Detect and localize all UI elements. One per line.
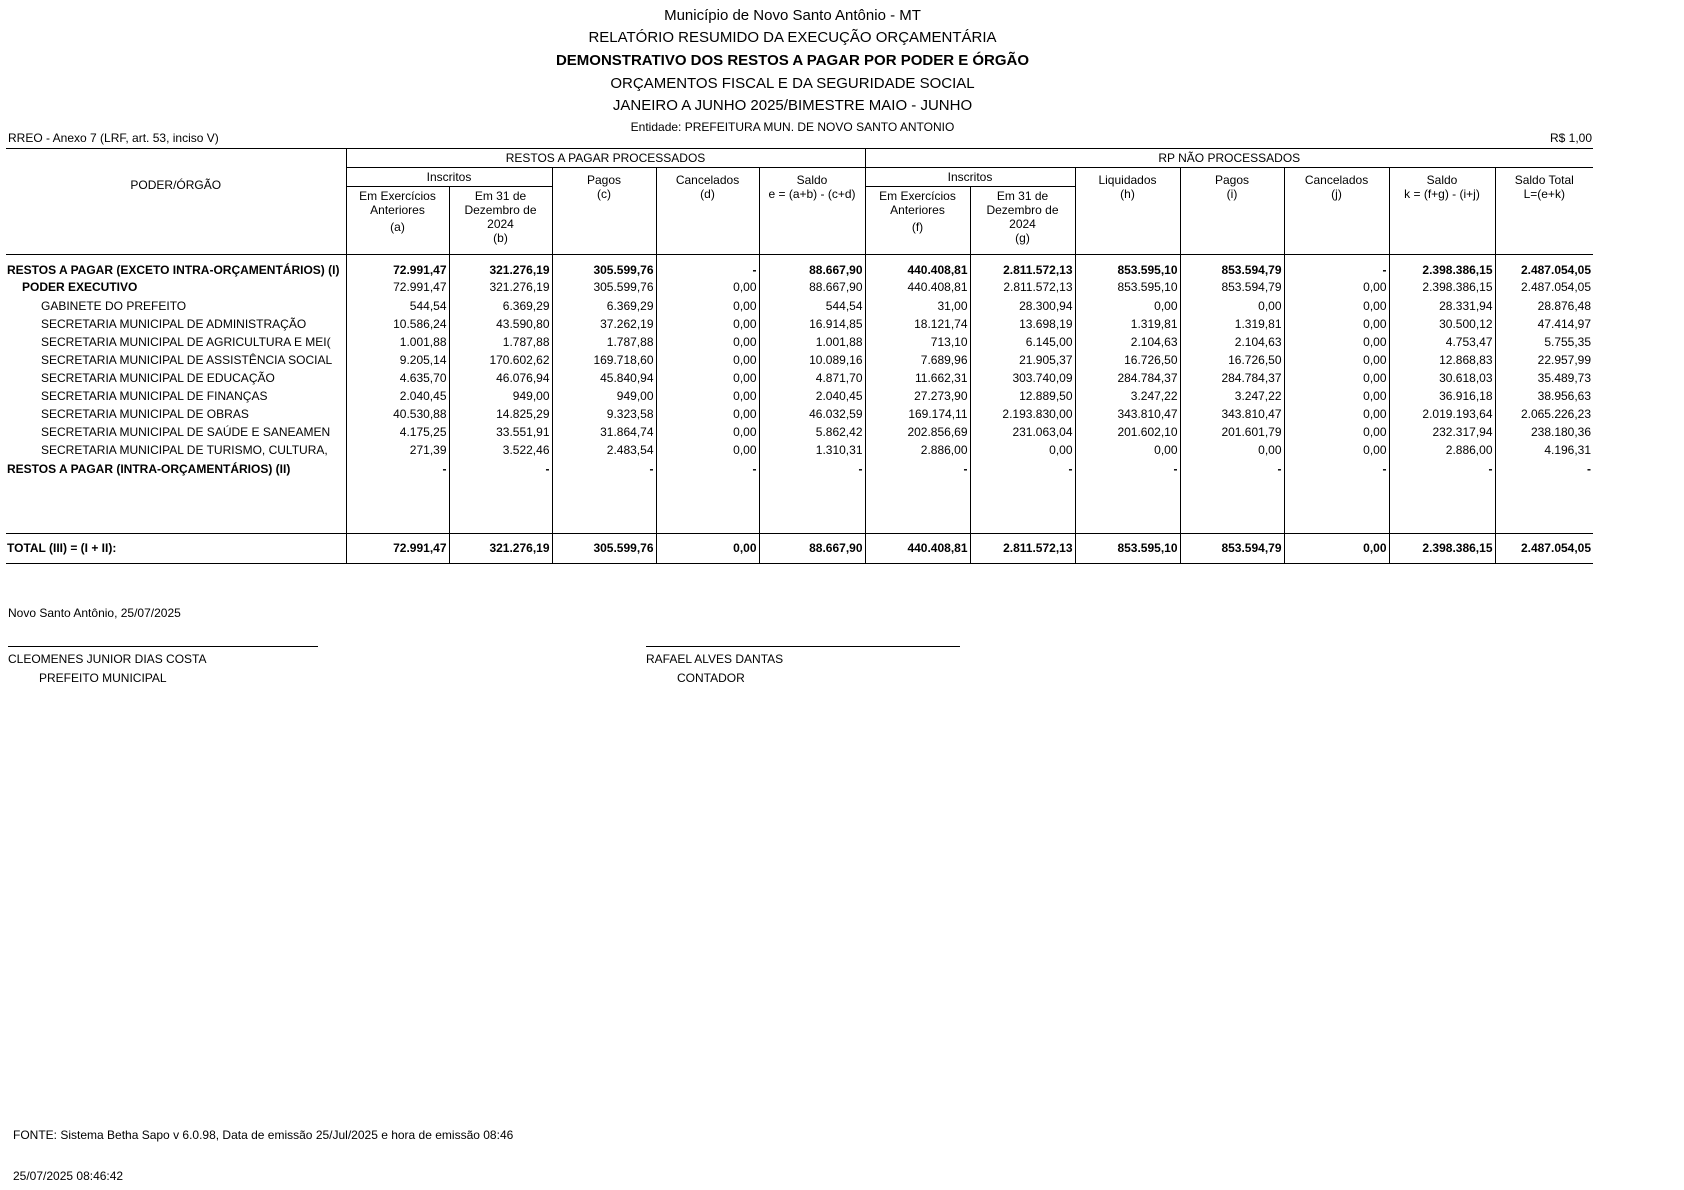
col-exercicios-anteriores-f: Em Exercícios Anteriores (f) (865, 187, 970, 255)
cell-value: 0,00 (656, 277, 759, 297)
cell-value: - (1284, 255, 1389, 278)
group-restos-processados: RESTOS A PAGAR PROCESSADOS (346, 149, 865, 168)
cell-value: 1.001,88 (346, 333, 449, 351)
cell-value: - (759, 459, 865, 479)
spacer-cell (759, 479, 865, 533)
signatory-2-role: CONTADOR (677, 671, 745, 685)
row-label: SECRETARIA MUNICIPAL DE OBRAS (41, 407, 249, 421)
cell-value: 46.032,59 (759, 405, 865, 423)
print-timestamp: 25/07/2025 08:46:42 (13, 1169, 124, 1183)
cell-value: 22.957,99 (1495, 351, 1593, 369)
row-label: RESTOS A PAGAR (EXCETO INTRA-ORÇAMENTÁRIOS) (I) (7, 263, 340, 277)
cell-value: 4.175,25 (346, 423, 449, 441)
spacer-cell (1075, 479, 1180, 533)
table-row (6, 351, 1593, 369)
cell-value: 2.040,45 (346, 387, 449, 405)
row-label: SECRETARIA MUNICIPAL DE FINANÇAS (41, 389, 268, 403)
cell-value: 37.262,19 (552, 315, 656, 333)
spacer-cell (1180, 479, 1284, 533)
col-pagos-i: Pagos (i) (1180, 168, 1284, 255)
cell-value: 0,00 (656, 387, 759, 405)
cell-value: 853.595,10 (1075, 255, 1180, 278)
cell-value: 853.594,79 (1180, 277, 1284, 297)
table-row (6, 405, 1593, 423)
spacer-cell (865, 479, 970, 533)
spacer-row (6, 479, 1593, 533)
row-label: SECRETARIA MUNICIPAL DE EDUCAÇÃO (41, 371, 275, 385)
cell-value: 0,00 (656, 369, 759, 387)
col-cancelados-d: Cancelados (d) (656, 168, 759, 255)
table-row (6, 423, 1593, 441)
table-row (6, 315, 1593, 333)
cell-value: 0,00 (656, 315, 759, 333)
cell-value: 31.864,74 (552, 423, 656, 441)
cell-value: 0,00 (1284, 333, 1389, 351)
spacer-cell (6, 479, 346, 533)
col-dezembro-2024-b: Em 31 de Dezembro de 2024 (b) (449, 187, 552, 255)
cell-value: 343.810,47 (1075, 405, 1180, 423)
table-row (6, 333, 1593, 351)
group-rp-nao-processados: RP NÃO PROCESSADOS (865, 149, 1593, 168)
cell-value: 18.121,74 (865, 315, 970, 333)
row-label: PODER EXECUTIVO (22, 280, 138, 294)
cell-value: 5.862,42 (759, 423, 865, 441)
total-value: 853.595,10 (1075, 533, 1180, 563)
cell-value: - (1389, 459, 1495, 479)
col-cancelados-j: Cancelados (j) (1284, 168, 1389, 255)
table-row (6, 369, 1593, 387)
col-saldo-e: Saldo e = (a+b) - (c+d) (759, 168, 865, 255)
cell-value: 0,00 (1284, 405, 1389, 423)
cell-value: 305.599,76 (552, 255, 656, 278)
cell-value: 4.196,31 (1495, 441, 1593, 459)
cell-value: 0,00 (1075, 297, 1180, 315)
cell-value: - (346, 459, 449, 479)
cell-value: 232.317,94 (1389, 423, 1495, 441)
cell-value: 0,00 (1180, 297, 1284, 315)
total-value: 0,00 (656, 533, 759, 563)
row-label: RESTOS A PAGAR (INTRA-ORÇAMENTÁRIOS) (II) (7, 462, 291, 476)
col-pagos-c: Pagos (c) (552, 168, 656, 255)
cell-value: - (552, 459, 656, 479)
restos-a-pagar-table (6, 148, 1593, 564)
signature-line-contador (646, 646, 960, 647)
cell-value: 343.810,47 (1180, 405, 1284, 423)
cell-value: 440.408,81 (865, 255, 970, 278)
cell-value: 201.601,79 (1180, 423, 1284, 441)
cell-value: 6.145,00 (970, 333, 1075, 351)
cell-value: 2.065.226,23 (1495, 405, 1593, 423)
cell-value: 0,00 (970, 441, 1075, 459)
statement-title: DEMONSTRATIVO DOS RESTOS A PAGAR POR PODER E ÓRGÃO (555, 52, 1030, 69)
cell-value: 170.602,62 (449, 351, 552, 369)
cell-value: 201.602,10 (1075, 423, 1180, 441)
cell-value: - (1284, 459, 1389, 479)
table-row (6, 387, 1593, 405)
cell-value: 284.784,37 (1180, 369, 1284, 387)
cell-value: 3.522,46 (449, 441, 552, 459)
place-and-date: Novo Santo Antônio, 25/07/2025 (8, 606, 181, 620)
total-value: 2.811.572,13 (970, 533, 1075, 563)
cell-value: 305.599,76 (552, 277, 656, 297)
cell-value: 6.369,29 (552, 297, 656, 315)
cell-value: 1.787,88 (449, 333, 552, 351)
cell-value: 28.331,94 (1389, 297, 1495, 315)
cell-value: 949,00 (449, 387, 552, 405)
col-liquidados-h: Liquidados (h) (1075, 168, 1180, 255)
col-poder-orgao: PODER/ÓRGÃO (6, 149, 346, 255)
col-saldo-k: Saldo k = (f+g) - (i+j) (1389, 168, 1495, 255)
cell-value: - (1495, 459, 1593, 479)
row-label: SECRETARIA MUNICIPAL DE ASSISTÊNCIA SOCIAL (41, 353, 333, 367)
row-label: GABINETE DO PREFEITO (41, 299, 187, 313)
signatory-1-role: PREFEITO MUNICIPAL (39, 671, 167, 685)
source-note: FONTE: Sistema Betha Sapo v 6.0.98, Data de emissão 25/Jul/2025 e hora de emissão 08:46 (13, 1128, 514, 1142)
cell-value: 0,00 (1284, 351, 1389, 369)
cell-value: - (970, 459, 1075, 479)
cell-value: 2.398.386,15 (1389, 277, 1495, 297)
cell-value: 2.104,63 (1180, 333, 1284, 351)
cell-value: 271,39 (346, 441, 449, 459)
cell-value: 169.174,11 (865, 405, 970, 423)
cell-value: 321.276,19 (449, 255, 552, 278)
total-value: 440.408,81 (865, 533, 970, 563)
cell-value: 2.886,00 (865, 441, 970, 459)
cell-value: 3.247,22 (1180, 387, 1284, 405)
cell-value: 13.698,19 (970, 315, 1075, 333)
cell-value: 0,00 (656, 405, 759, 423)
signatory-1-name: CLEOMENES JUNIOR DIAS COSTA (8, 652, 207, 666)
cell-value: 2.811.572,13 (970, 255, 1075, 278)
cell-value: 544,54 (759, 297, 865, 315)
total-label: TOTAL (III) = (I + II): (6, 533, 346, 563)
cell-value: 0,00 (656, 423, 759, 441)
spacer-cell (449, 479, 552, 533)
cell-value: 3.247,22 (1075, 387, 1180, 405)
spacer-cell (970, 479, 1075, 533)
cell-value: 853.594,79 (1180, 255, 1284, 278)
total-value: 0,00 (1284, 533, 1389, 563)
table-row (6, 255, 1593, 278)
cell-value: 440.408,81 (865, 277, 970, 297)
entity: Entidade: PREFEITURA MUN. DE NOVO SANTO ANTONIO (630, 120, 955, 134)
cell-value: 27.273,90 (865, 387, 970, 405)
signature-line-prefeito (8, 646, 318, 647)
cell-value: - (449, 459, 552, 479)
currency-unit: R$ 1,00 (1549, 131, 1592, 145)
cell-value: 2.886,00 (1389, 441, 1495, 459)
cell-value: 2.193.830,00 (970, 405, 1075, 423)
period: JANEIRO A JUNHO 2025/BIMESTRE MAIO - JUNHO (612, 97, 973, 114)
total-value: 305.599,76 (552, 533, 656, 563)
cell-value: 38.956,63 (1495, 387, 1593, 405)
cell-value: 0,00 (1284, 423, 1389, 441)
cell-value: 0,00 (1284, 369, 1389, 387)
cell-value: - (1180, 459, 1284, 479)
cell-value: 40.530,88 (346, 405, 449, 423)
report-title: RELATÓRIO RESUMIDO DA EXECUÇÃO ORÇAMENTÁRIA (588, 29, 997, 46)
row-label: SECRETARIA MUNICIPAL DE SAÚDE E SANEAMEN (41, 425, 331, 439)
inscritos-nao-processados: Inscritos (865, 168, 1075, 187)
cell-value: 16.726,50 (1075, 351, 1180, 369)
cell-value: 4.753,47 (1389, 333, 1495, 351)
cell-value: 35.489,73 (1495, 369, 1593, 387)
cell-value: 0,00 (1180, 441, 1284, 459)
total-value: 853.594,79 (1180, 533, 1284, 563)
cell-value: 0,00 (1284, 315, 1389, 333)
cell-value: 4.871,70 (759, 369, 865, 387)
total-value: 2.398.386,15 (1389, 533, 1495, 563)
cell-value: 169.718,60 (552, 351, 656, 369)
cell-value: 2.040,45 (759, 387, 865, 405)
cell-value: 0,00 (1284, 297, 1389, 315)
cell-value: 31,00 (865, 297, 970, 315)
cell-value: 284.784,37 (1075, 369, 1180, 387)
cell-value: 853.595,10 (1075, 277, 1180, 297)
row-label: SECRETARIA MUNICIPAL DE TURISMO, CULTURA, (41, 443, 328, 457)
cell-value: 11.662,31 (865, 369, 970, 387)
cell-value: 12.868,83 (1389, 351, 1495, 369)
col-saldo-total-l: Saldo Total L=(e+k) (1495, 168, 1593, 255)
cell-value: - (656, 459, 759, 479)
cell-value: 1.310,31 (759, 441, 865, 459)
cell-value: 949,00 (552, 387, 656, 405)
cell-value: 36.916,18 (1389, 387, 1495, 405)
cell-value: 9.205,14 (346, 351, 449, 369)
cell-value: 544,54 (346, 297, 449, 315)
cell-value: 202.856,69 (865, 423, 970, 441)
cell-value: 6.369,29 (449, 297, 552, 315)
cell-value: - (656, 255, 759, 278)
cell-value: 2.398.386,15 (1389, 255, 1495, 278)
table-row (6, 441, 1593, 459)
cell-value: 5.755,35 (1495, 333, 1593, 351)
cell-value: 2.104,63 (1075, 333, 1180, 351)
total-value: 88.667,90 (759, 533, 865, 563)
cell-value: 9.323,58 (552, 405, 656, 423)
cell-value: 16.726,50 (1180, 351, 1284, 369)
table-row (6, 277, 1593, 297)
cell-value: 321.276,19 (449, 277, 552, 297)
cell-value: 21.905,37 (970, 351, 1075, 369)
spacer-cell (552, 479, 656, 533)
spacer-cell (1389, 479, 1495, 533)
total-value: 321.276,19 (449, 533, 552, 563)
cell-value: 1.001,88 (759, 333, 865, 351)
total-value: 72.991,47 (346, 533, 449, 563)
spacer-cell (1495, 479, 1593, 533)
cell-value: 10.586,24 (346, 315, 449, 333)
cell-value: 0,00 (1284, 387, 1389, 405)
cell-value: 231.063,04 (970, 423, 1075, 441)
total-value: 2.487.054,05 (1495, 533, 1593, 563)
table-row (6, 459, 1593, 479)
table-row (6, 297, 1593, 315)
cell-value: 2.483,54 (552, 441, 656, 459)
col-exercicios-anteriores-a: Em Exercícios Anteriores (a) (346, 187, 449, 255)
row-label: SECRETARIA MUNICIPAL DE AGRICULTURA E MEI( (41, 335, 331, 349)
cell-value: 12.889,50 (970, 387, 1075, 405)
cell-value: 33.551,91 (449, 423, 552, 441)
cell-value: 16.914,85 (759, 315, 865, 333)
total-row (6, 533, 1593, 563)
cell-value: 1.787,88 (552, 333, 656, 351)
row-label: SECRETARIA MUNICIPAL DE ADMINISTRAÇÃO (41, 317, 307, 331)
annex-reference: RREO - Anexo 7 (LRF, art. 53, inciso V) (8, 131, 219, 145)
spacer-cell (346, 479, 449, 533)
cell-value: 0,00 (656, 441, 759, 459)
cell-value: 0,00 (1075, 441, 1180, 459)
cell-value: 10.089,16 (759, 351, 865, 369)
cell-value: 2.811.572,13 (970, 277, 1075, 297)
cell-value: 238.180,36 (1495, 423, 1593, 441)
municipality-title: Município de Novo Santo Antônio - MT (664, 7, 921, 24)
cell-value: 303.740,09 (970, 369, 1075, 387)
cell-value: 30.618,03 (1389, 369, 1495, 387)
budget-scope: ORÇAMENTOS FISCAL E DA SEGURIDADE SOCIAL (610, 75, 975, 92)
cell-value: 88.667,90 (759, 255, 865, 278)
cell-value: 28.876,48 (1495, 297, 1593, 315)
cell-value: 28.300,94 (970, 297, 1075, 315)
cell-value: 0,00 (656, 351, 759, 369)
cell-value: - (865, 459, 970, 479)
cell-value: 2.019.193,64 (1389, 405, 1495, 423)
cell-value: 0,00 (656, 333, 759, 351)
cell-value: 72.991,47 (346, 255, 449, 278)
cell-value: 0,00 (1284, 277, 1389, 297)
cell-value: 1.319,81 (1180, 315, 1284, 333)
spacer-cell (656, 479, 759, 533)
cell-value: 1.319,81 (1075, 315, 1180, 333)
col-dezembro-2024-g: Em 31 de Dezembro de 2024 (g) (970, 187, 1075, 255)
spacer-cell (1284, 479, 1389, 533)
cell-value: 47.414,97 (1495, 315, 1593, 333)
cell-value: 30.500,12 (1389, 315, 1495, 333)
cell-value: 2.487.054,05 (1495, 277, 1593, 297)
cell-value: 2.487.054,05 (1495, 255, 1593, 278)
inscritos-processados: Inscritos (346, 168, 552, 187)
cell-value: 72.991,47 (346, 277, 449, 297)
signatory-2-name: RAFAEL ALVES DANTAS (646, 652, 784, 666)
cell-value: - (1075, 459, 1180, 479)
cell-value: 4.635,70 (346, 369, 449, 387)
cell-value: 713,10 (865, 333, 970, 351)
cell-value: 45.840,94 (552, 369, 656, 387)
cell-value: 46.076,94 (449, 369, 552, 387)
cell-value: 0,00 (1284, 441, 1389, 459)
cell-value: 14.825,29 (449, 405, 552, 423)
cell-value: 88.667,90 (759, 277, 865, 297)
cell-value: 43.590,80 (449, 315, 552, 333)
cell-value: 0,00 (656, 297, 759, 315)
cell-value: 7.689,96 (865, 351, 970, 369)
